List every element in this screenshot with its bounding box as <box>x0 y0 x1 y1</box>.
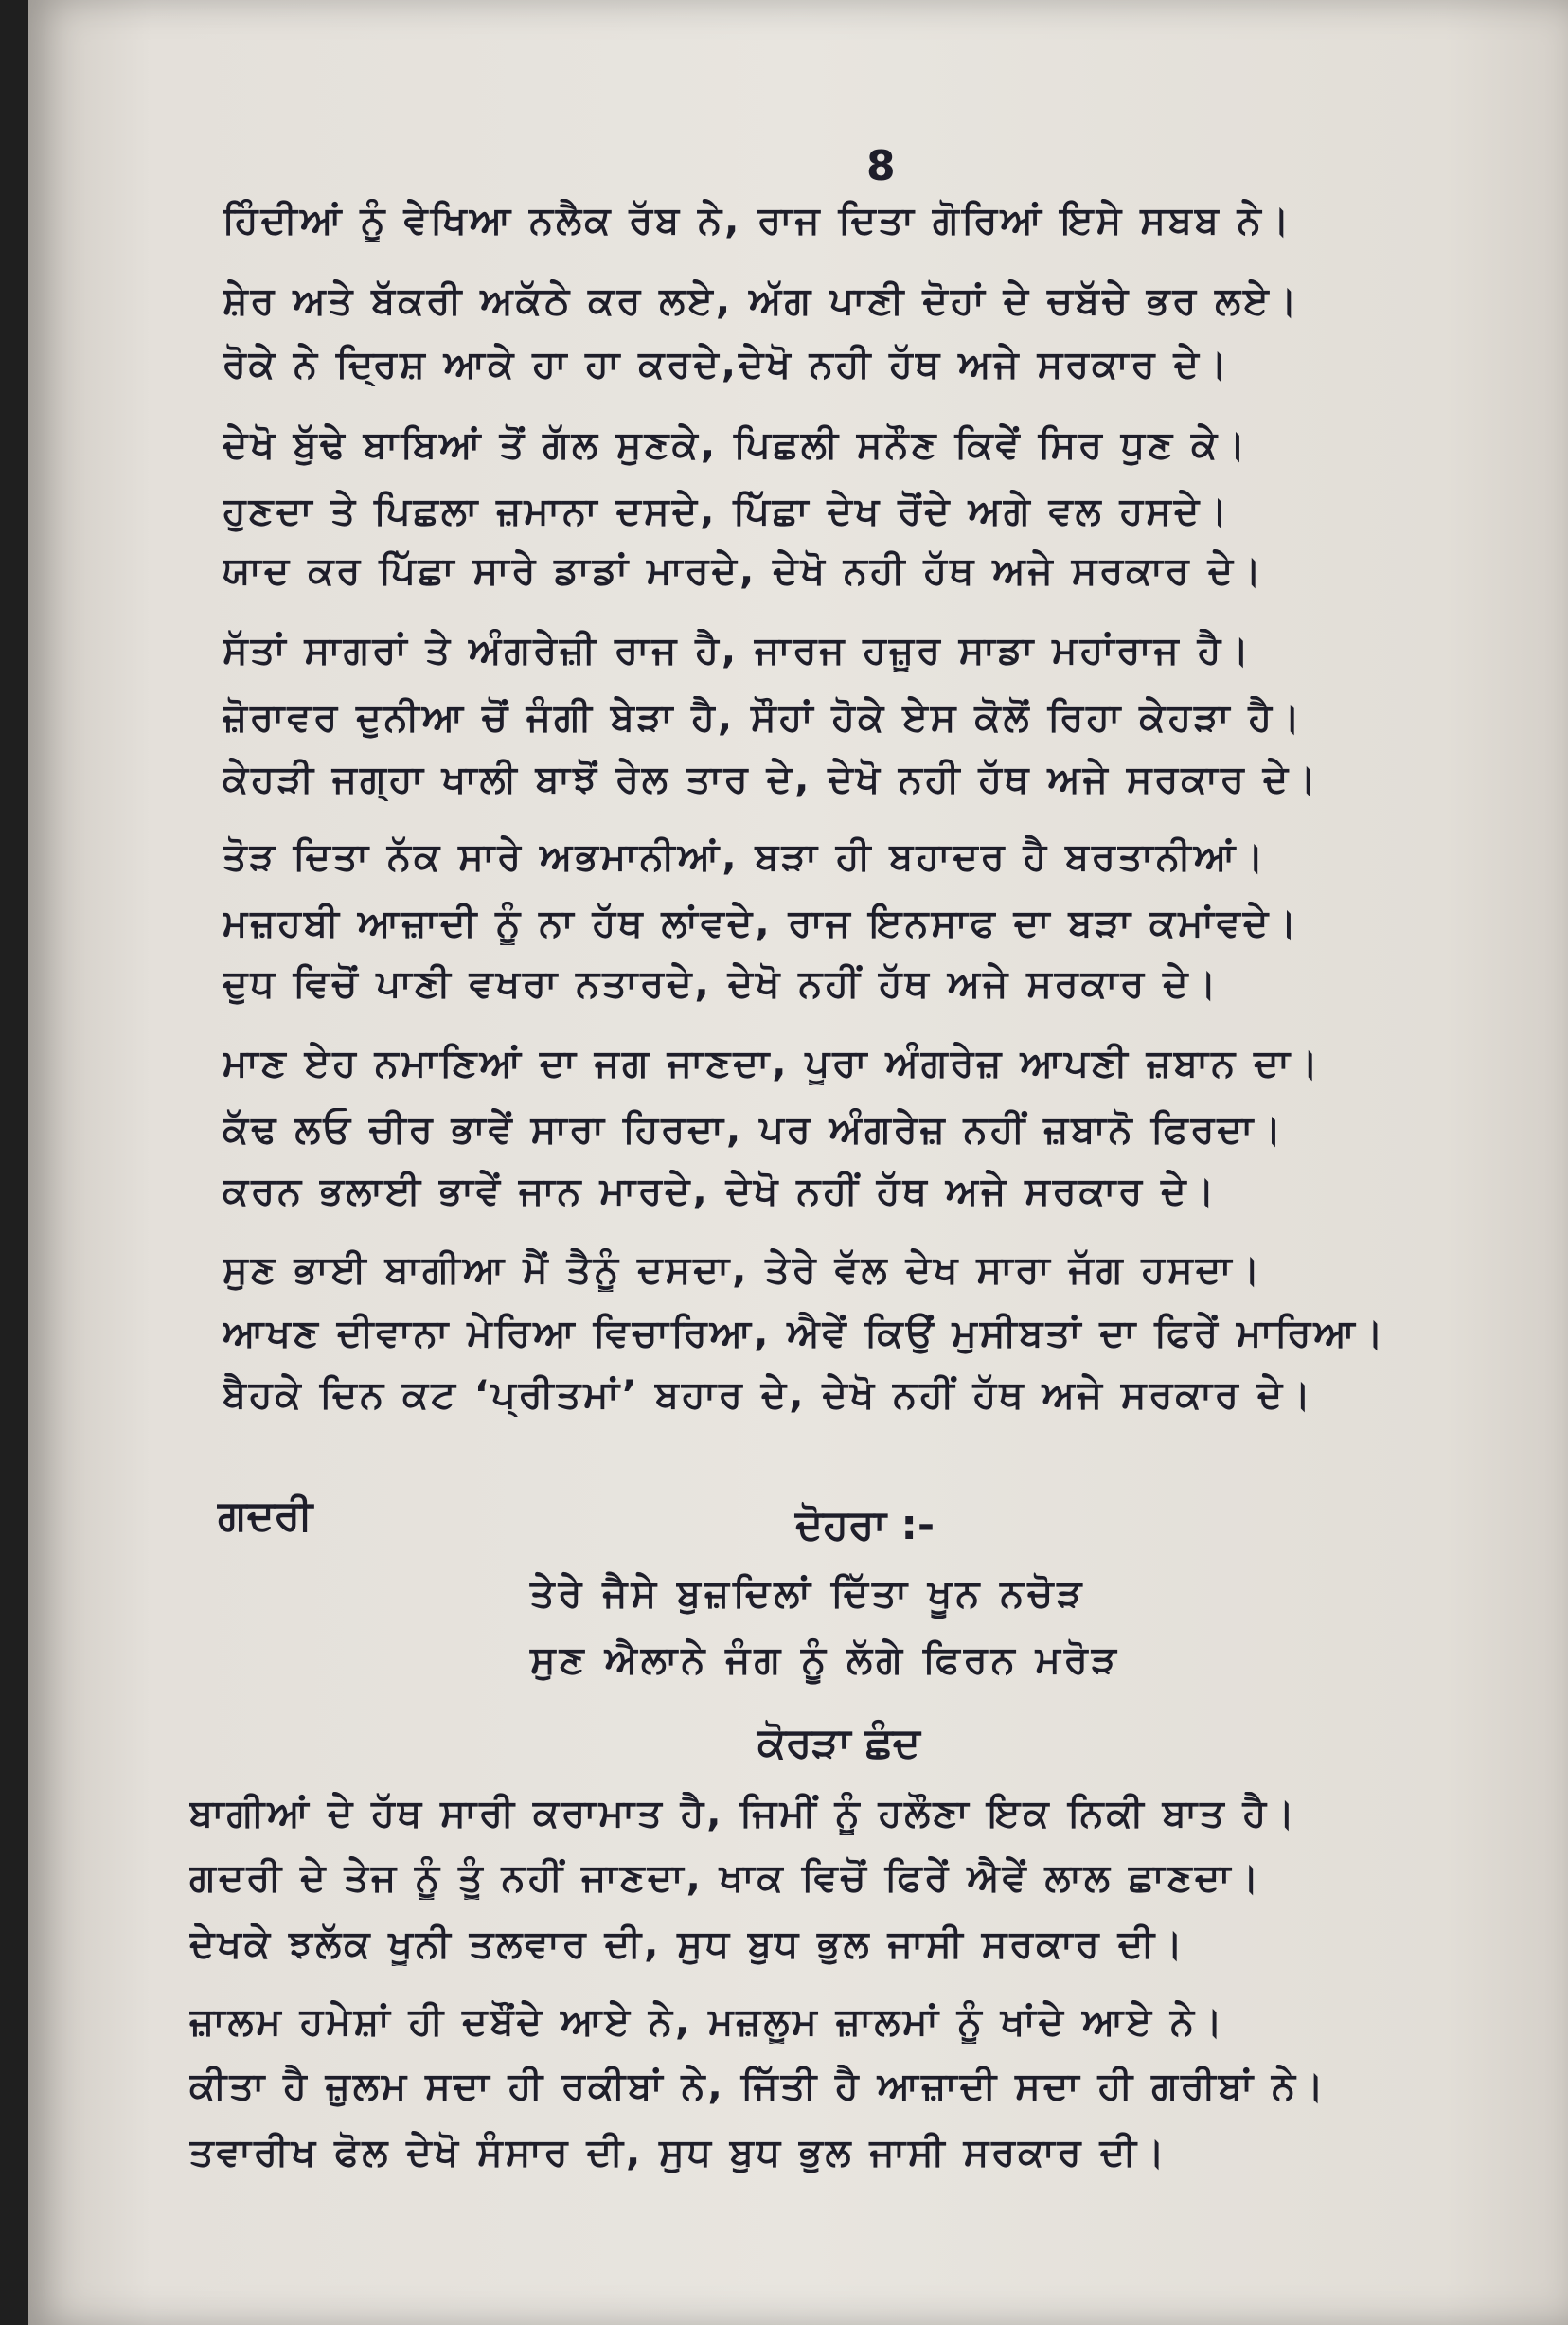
verse-line: ਕੀਤਾ ਹੈ ਜ਼ੁਲਮ ਸਦਾ ਹੀ ਰਕੀਬਾਂ ਨੇ, ਜਿੱਤੀ ਹੈ ਆਜ਼ਾਦੀ ਸਦਾ ਹੀ ਗਰੀਬਾਂ ਨੇ। <box>189 2065 1327 2108</box>
book-page <box>28 0 1568 2325</box>
page-number: 8 <box>866 142 896 190</box>
verse-line: ਕੱਢ ਲਓ ਚੀਰ ਭਾਵੇਂ ਸਾਰਾ ਹਿਰਦਾ, ਪਰ ਅੰਗਰੇਜ਼ ਨਹੀਂ ਜ਼ਬਾਨੋ ਫਿਰਦਾ। <box>223 1108 1285 1152</box>
dohra-line: ਤੇਰੇ ਜੈਸੇ ਬੁਜ਼ਦਿਲਾਂ ਦਿੱਤਾ ਖੂਨ ਨਚੋੜ <box>530 1572 1086 1616</box>
verse-line: ਯਾਦ ਕਰ ਪਿੱਛਾ ਸਾਰੇ ਡਾਡਾਂ ਮਾਰਦੇ, ਦੇਖੋ ਨਹੀ ਹੱਥ ਅਜੇ ਸਰਕਾਰ ਦੇ। <box>223 549 1265 593</box>
dohra-heading: ਦੋਹਰਾ :- <box>795 1501 935 1549</box>
verse-line: ਕਰਨ ਭਲਾਈ ਭਾਵੇਂ ਜਾਨ ਮਾਰਦੇ, ਦੇਖੋ ਨਹੀਂ ਹੱਥ ਅਜੇ ਸਰਕਾਰ ਦੇ। <box>223 1170 1218 1213</box>
verse-line: ਦੇਖਕੇ ਝਲੱਕ ਖੂਨੀ ਤਲਵਾਰ ਦੀ, ਸੁਧ ਬੁਧ ਭੁਲ ਜਾਸੀ ਸਰਕਾਰ ਦੀ। <box>189 1923 1186 1966</box>
verse-line: ਕੇਹੜੀ ਜਗ੍ਹਾ ਖਾਲੀ ਬਾਝੋਂ ਰੇਲ ਤਾਰ ਦੇ, ਦੇਖੋ ਨਹੀ ਹੱਥ ਅਜੇ ਸਰਕਾਰ ਦੇ। <box>223 758 1320 801</box>
verse-line: ਸ਼ੇਰ ਅਤੇ ਬੱਕਰੀ ਅਕੱਠੇ ਕਰ ਲਏ, ਅੱਗ ਪਾਣੀ ਦੋਹਾਂ ਦੇ ਚਬੱਚੇ ਭਰ ਲਏ। <box>223 279 1300 323</box>
verse-line: ਬਾਗੀਆਂ ਦੇ ਹੱਥ ਸਾਰੀ ਕਰਾਮਾਤ ਹੈ, ਜਿਮੀਂ ਨੂੰ ਹਲੌਣਾ ਇਕ ਨਿਕੀ ਬਾਤ ਹੈ। <box>189 1792 1298 1835</box>
verse-line: ਤੋੜ ਦਿਤਾ ਨੱਕ ਸਾਰੇ ਅਭਮਾਨੀਆਂ, ਬੜਾ ਹੀ ਬਹਾਦਰ ਹੈ ਬਰਤਾਨੀਆਂ। <box>223 835 1267 879</box>
verse-line: ਹਿੰਦੀਆਂ ਨੂੰ ਵੇਖਿਆ ਨਲੈਕ ਰੱਬ ਨੇ, ਰਾਜ ਦਿਤਾ ਗੋਰਿਆਂ ਇਸੇ ਸਬਬ ਨੇ। <box>223 199 1292 242</box>
verse-line: ਮਜ਼ਹਬੀ ਆਜ਼ਾਦੀ ਨੂੰ ਨਾ ਹੱਥ ਲਾਂਵਦੇ, ਰਾਜ ਇਨਸਾਫ ਦਾ ਬੜਾ ਕਮਾਂਵਦੇ। <box>223 902 1300 945</box>
verse-line: ਮਾਣ ਏਹ ਨਮਾਣਿਆਂ ਦਾ ਜਗ ਜਾਣਦਾ, ਪੂਰਾ ਅੰਗਰੇਜ਼ ਆਪਣੀ ਜ਼ਬਾਨ ਦਾ। <box>223 1042 1322 1085</box>
verse-line: ਹੁਣਦਾ ਤੇ ਪਿਛਲਾ ਜ਼ਮਾਨਾ ਦਸਦੇ, ਪਿੱਛਾ ਦੇਖ ਰੋਂਦੇ ਅਗੇ ਵਲ ਹਸਦੇ। <box>223 490 1231 533</box>
verse-line: ਸੱਤਾਂ ਸਾਗਰਾਂ ਤੇ ਅੰਗਰੇਜ਼ੀ ਰਾਜ ਹੈ, ਜਾਰਜ ਹਜ਼ੂਰ ਸਾਡਾ ਮਹਾਂਰਾਜ ਹੈ। <box>223 629 1253 672</box>
verse-line: ਜ਼ਾਲਮ ਹਮੇਸ਼ਾਂ ਹੀ ਦਬੌਂਦੇ ਆਏ ਨੇ, ਮਜ਼ਲੂਮ ਜ਼ਾਲਮਾਂ ਨੂੰ ਖਾਂਦੇ ਆਏ ਨੇ। <box>189 2000 1225 2044</box>
korra-heading: ਕੋਰੜਾ ਛੰਦ <box>757 1719 920 1767</box>
verse-line: ਦੁਧ ਵਿਚੋਂ ਪਾਣੀ ਵਖਰਾ ਨਤਾਰਦੇ, ਦੇਖੋ ਨਹੀਂ ਹੱਥ ਅਜੇ ਸਰਕਾਰ ਦੇ। <box>223 962 1220 1006</box>
verse-line: ਰੋਕੇ ਨੇ ਦ੍ਰਿਸ਼ ਆਕੇ ਹਾ ਹਾ ਕਰਦੇ,ਦੇਖੋ ਨਹੀ ਹੱਥ ਅਜੇ ਸਰਕਾਰ ਦੇ। <box>223 343 1230 386</box>
verse-line: ਸੁਣ ਭਾਈ ਬਾਗੀਆ ਮੈਂ ਤੈਨੂੰ ਦਸਦਾ, ਤੇਰੇ ਵੱਲ ਦੇਖ ਸਾਰਾ ਜੱਗ ਹਸਦਾ। <box>223 1248 1263 1292</box>
verse-line: ਬੈਹਕੇ ਦਿਨ ਕਟ ‘ਪ੍ਰੀਤਮਾਂ’ ਬਹਾਰ ਦੇ, ਦੇਖੋ ਨਹੀਂ ਹੱਥ ਅਜੇ ਸਰਕਾਰ ਦੇ। <box>223 1373 1314 1417</box>
speaker-label: ਗਦਰੀ <box>218 1492 313 1540</box>
verse-line: ਤਵਾਰੀਖ ਫੋਲ ਦੇਖੋ ਸੰਸਾਰ ਦੀ, ਸੁਧ ਬੁਧ ਭੁਲ ਜਾਸੀ ਸਰਕਾਰ ਦੀ। <box>189 2131 1168 2174</box>
dohra-line: ਸੁਣ ਐਲਾਨੇ ਜੰਗ ਨੂੰ ਲੱਗੇ ਫਿਰਨ ਮਰੋੜ <box>530 1638 1120 1682</box>
verse-line: ਜ਼ੋਰਾਵਰ ਦੁਨੀਆ ਚੋਂ ਜੰਗੀ ਬੇੜਾ ਹੈ, ਸੌਹਾਂ ਹੋਕੇ ਏਸ ਕੋਲੋਂ ਰਿਹਾ ਕੇਹੜਾ ਹੈ। <box>223 696 1304 740</box>
verse-line: ਆਖਣ ਦੀਵਾਨਾ ਮੇਰਿਆ ਵਿਚਾਰਿਆ, ਐਵੇਂ ਕਿਉਂ ਮੁਸੀਬਤਾਂ ਦਾ ਫਿਰੇਂ ਮਾਰਿਆ। <box>223 1312 1386 1355</box>
verse-line: ਗਦਰੀ ਦੇ ਤੇਜ ਨੂੰ ਤੂੰ ਨਹੀਂ ਜਾਣਦਾ, ਖਾਕ ਵਿਚੋਂ ਫਿਰੇਂ ਐਵੇਂ ਲਾਲ ਛਾਣਦਾ। <box>189 1856 1262 1900</box>
verse-line: ਦੇਖੋ ਬੁੱਢੇ ਬਾਬਿਆਂ ਤੋਂ ਗੱਲ ਸੁਣਕੇ, ਪਿਛਲੀ ਸਨੌਣ ਕਿਵੇਂ ਸਿਰ ਧੁਣ ਕੇ। <box>223 423 1249 467</box>
